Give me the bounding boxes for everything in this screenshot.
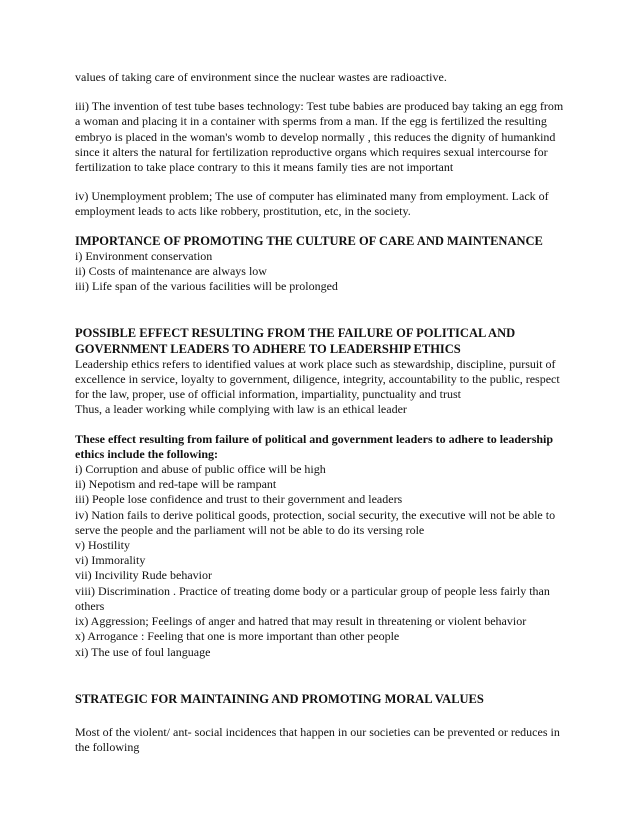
list-item: viii) Discrimination . Practice of treating dome body or a particular group of people less fairly than others (75, 583, 550, 613)
list-item: ii) Costs of maintenance are always low (75, 264, 267, 279)
list-item: xi) The use of foul language (75, 644, 211, 659)
list-item: ix) Aggression; Feelings of anger and hatred that may result in threatening or violent behavior (75, 614, 527, 629)
list-item: vi) Immorality (75, 553, 146, 568)
list-care-maintenance (75, 249, 565, 295)
list-item: ii) Nepotism and red-tape will be rampant (75, 477, 277, 492)
heading-leadership-ethics: POSSIBLE EFFECT RESULTING FROM THE FAILURE OF POLITICAL AND GOVERNMENT LEADERS TO ADHERE TO LEADERSHIP ETHICS (75, 326, 516, 356)
paragraph-ethical-leader: Thus, a leader working while complying with law is an ethical leader (75, 402, 407, 417)
document-page (75, 70, 565, 755)
heading-care-maintenance: IMPORTANCE OF PROMOTING THE CULTURE OF CARE AND MAINTENANCE (75, 233, 543, 248)
list-effects (75, 462, 565, 660)
list-item: x) Arrogance : Feeling that one is more important than other people (75, 629, 400, 644)
list-item: i) Corruption and abuse of public office will be high (75, 462, 326, 477)
paragraph-leadership-ethics: Leadership ethics refers to identified values at work place such as stewardship, discipline, pursuit of excellence in service, loyalty to government, diligence, integrity, accountability to the public, respect for the law, proper, use of official information, impartiality, punctuality and trust (75, 356, 560, 402)
paragraph-test-tube: iii) The invention of test tube bases technology: Test tube babies are produced bay taking an egg from a woman and placing it in a container with sperms from a man. If the egg is fertilized the resulting embryo is placed in the woman's womb to develop normally , this reduces the dignity of humankind since it alters the natural for fertilization reproductive organs which requires sexual intercourse for fertilization to take place contrary to this it means family ties are not important (75, 99, 564, 175)
paragraph-antisocial: Most of the violent/ ant- social incidences that happen in our societies can be prevented or reduces in the following (75, 724, 560, 755)
list-item: vii) Incivility Rude behavior (75, 568, 212, 583)
heading-effects: These effect resulting from failure of political and government leaders to adhere to leadership ethics include the following: (75, 431, 554, 461)
paragraph-nuclear-waste: values of taking care of environment since the nuclear wastes are radioactive. (75, 70, 447, 84)
list-item: v) Hostility (75, 538, 131, 553)
list-item: iii) Life span of the various facilities will be prolonged (75, 279, 338, 294)
paragraph-unemployment: iv) Unemployment problem; The use of computer has eliminated many from employment. Lack of employment leads to acts like robbery, prostitution, etc, in the society. (75, 189, 549, 219)
list-item: iv) Nation fails to derive political goods, protection, social security, the executive will not be able to serve the people and the parliament will not be able to do its versing role (75, 507, 556, 537)
heading-moral-values: STRATEGIC FOR MAINTAINING AND PROMOTING MORAL VALUES (75, 691, 484, 706)
list-item: iii) People lose confidence and trust to their government and leaders (75, 492, 403, 507)
list-item: i) Environment conservation (75, 248, 213, 263)
